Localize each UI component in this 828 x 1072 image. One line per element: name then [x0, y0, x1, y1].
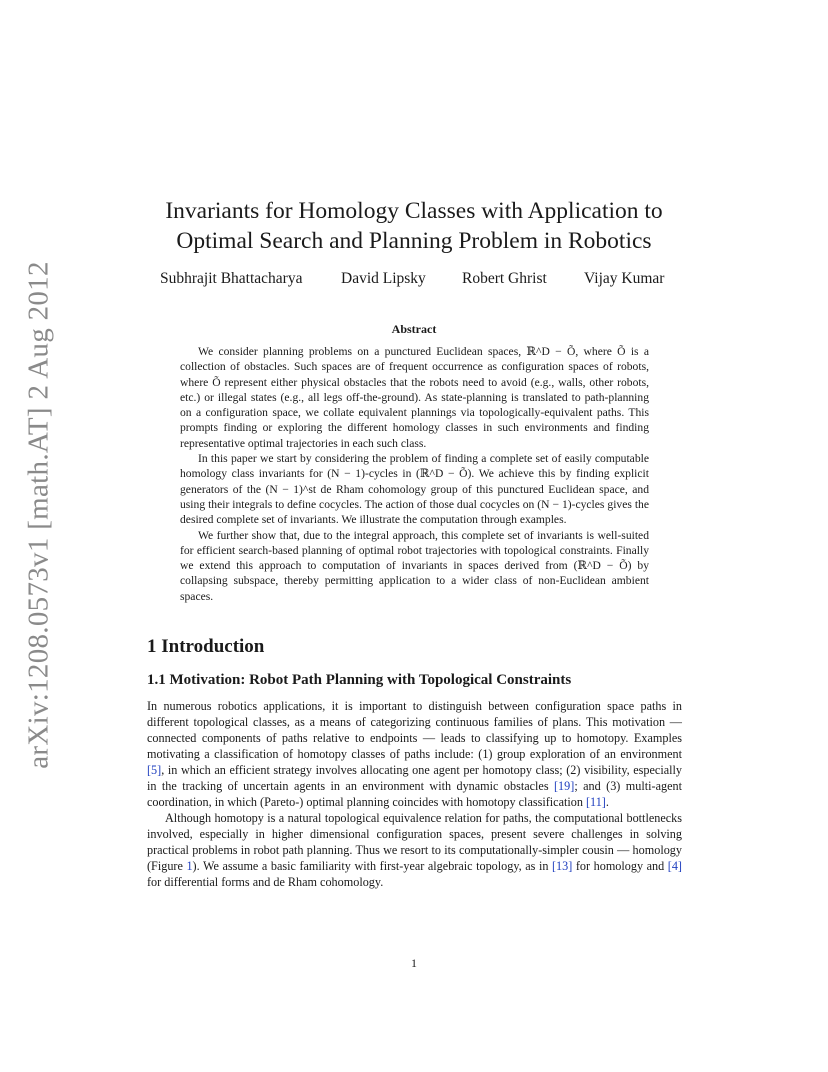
body-paragraph [147, 810, 682, 890]
body-paragraph [147, 698, 682, 810]
author-name: Vijay Kumar [584, 270, 665, 287]
title-line-1: Invariants for Homology Classes with Application to [165, 198, 663, 224]
text-run: for differential forms and de Rham cohomology. [147, 875, 384, 889]
citation-link[interactable]: [5] [147, 763, 162, 777]
text-run: ; and (3) multi-agent coordination, in which (Pareto-) optimal planning coincides with homotopy classification [147, 779, 682, 809]
abstract-paragraph: We consider planning problems on a punctured Euclidean spaces, ℝ^D − Õ, where Õ is a collection of obstacles. Such spaces are of frequent occurrence as configuration spaces of robots, where Õ represent either physical obstacles that the robots need to avoid (e.g., walls, other robots, etc.) or illegal states (e.g., all legs off-the-ground). As state-planning is translated to path-planning on a configuration space, we collate equivalent plannings via topologically-equivalent paths. This prompts finding or exploring the different homology classes in such environments and finding representative optimal trajectories in each such class. [180, 345, 649, 450]
text-run: Although homotopy is a natural topological equivalence relation for paths, the computational bottlenecks involved, especially in higher dimensional configuration spaces, present severe challenges in solving practical problems in robot path planning. Thus we resort to its computationally-simpler cousin — homology (Figure [147, 811, 682, 873]
arxiv-identifier-text: arXiv:1208.0573v1 [math.AT] 2 Aug 2012 [22, 261, 55, 769]
citation-link[interactable]: [13] [552, 859, 573, 873]
subsection-heading: 1.1 Motivation: Robot Path Planning with Topological Constraints [147, 672, 572, 688]
author-name: David Lipsky [341, 270, 426, 287]
paper-title [145, 196, 683, 256]
page-number: 1 [411, 956, 417, 970]
text-run: . [605, 795, 609, 809]
citation-link[interactable]: [4] [667, 859, 682, 873]
arxiv-identifier-stamp [18, 261, 60, 769]
text-run: , in which an efficient strategy involves allocating one agent per homotopy class; (2) visibility, especially in the tracking of uncertain agents in an environment with dynamic obstacles [147, 763, 682, 793]
section-heading: 1 Introduction [147, 636, 265, 657]
author-name: Subhrajit Bhattacharya [160, 270, 303, 287]
author-name: Robert Ghrist [462, 270, 547, 287]
abstract-paragraph: In this paper we start by considering the problem of finding a complete set of easily computable homology class invariants for (N − 1)-cycles in (ℝ^D − Õ). We achieve this by finding explicit generators of the (N − 1)^st de Rham cohomology group of this punctured Euclidean space, and using their integrals to define cocycles. The action of those dual cocycles on (N − 1)-cycles gives the desired complete set of invariants. We illustrate the computation through examples. [180, 452, 649, 527]
text-run: In numerous robotics applications, it is important to distinguish between configuration space paths in different topological classes, as a means of categorizing continuous families of plans. This motivation — connected components of paths relative to endpoints — leads to classifying up to homotopy. Examples motivating a classification of homotopy classes of paths include: (1) group exploration of an environment [147, 699, 682, 761]
text-run: ). We assume a basic familiarity with first-year algebraic topology, as in [192, 859, 552, 873]
title-line-2: Optimal Search and Planning Problem in Robotics [176, 228, 652, 254]
figure-reference-link[interactable]: 1 [186, 859, 193, 873]
citation-link[interactable]: [19] [554, 779, 575, 793]
text-run: for homology and [572, 859, 668, 873]
abstract-heading: Abstract [391, 322, 437, 336]
abstract-paragraph: We further show that, due to the integral approach, this complete set of invariants is well-suited for efficient search-based planning of optimal robot trajectories with topological constraints. Finally we extend this approach to computation of invariants in spaces derived from (ℝ^D − Õ) by collapsing subspace, thereby permitting application to a wider class of non-Euclidean ambient spaces. [180, 528, 649, 603]
abstract-body [180, 344, 649, 604]
citation-link[interactable]: [11] [586, 795, 606, 809]
introduction-body [147, 698, 682, 890]
